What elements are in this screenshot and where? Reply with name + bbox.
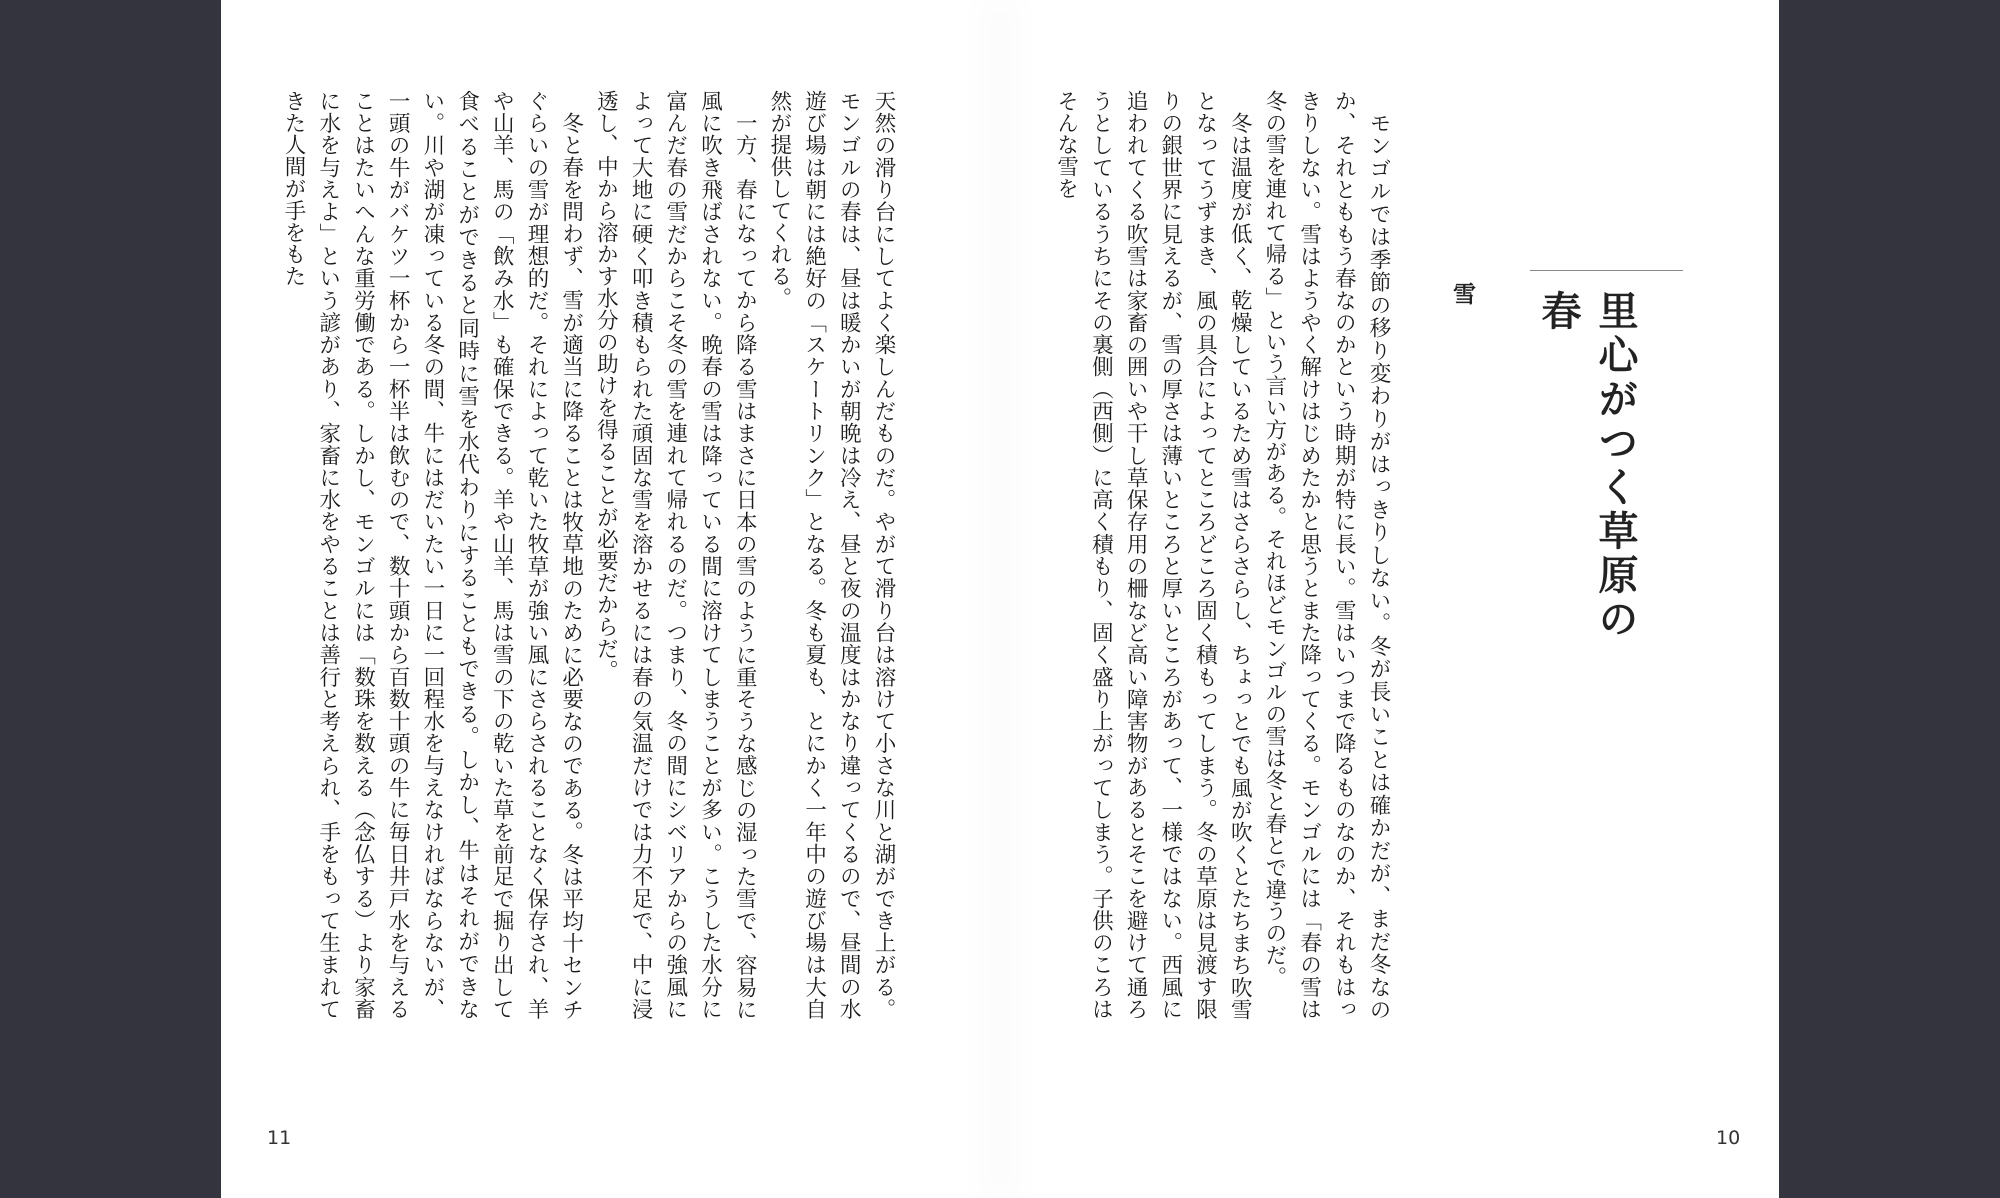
page-number-right: 10 xyxy=(1716,1127,1741,1149)
right-paragraph-1: モンゴルでは季節の移り変わりがはっきりしない。冬が長いことは確かだが、まだ冬なのか、それとももう春なのかという時期が特に長い。雪はいつまで降るものなのか、それもはっきりしない。雪はようやく解けはじめたかと思うとまた降ってくる。モンゴルには「春の雪は冬の雪を連れて帰る」という言い方がある。それほどモンゴルの雪は冬と春とで違うのだ。 xyxy=(1261,90,1391,1020)
right-paragraph-2: 冬は温度が低く、乾燥しているため雪はさらさらし、ちょっとでも風が吹くとたちまち吹雪となってうずまき、風の具合によってところどころ固く積もってしまう。冬の草原は見渡す限りの銀世界に見えるが、雪の厚さは薄いところと厚いところがあって、一様ではない。西風に追われてくる吹雪は家畜の囲いや干し草保存用の柵など高い障害物があるとそこを避けて通ろうとしているうちにその裏側（西側）に高く積もり、固く盛り上がってしまう。子供のころはそんな雪を xyxy=(1053,90,1253,1020)
left-paragraph-2: 一方、春になってから降る雪はまさに日本の雪のように重そうな感じの湿った雪で、容易に風に吹き飛ばされない。晩春の雪は降っている間に溶けてしまうことが多い。こうした水分に富んだ春の雪だからこそ冬の雪を連れて帰れるのだ。つまり、冬の間にシベリアからの強風によって大地に硬く叩き積もられた頑固な雪を溶かせるには春の気温だけでは力不足で、中に浸透し、中から溶かす水分の助けを得ることが必要だからだ。 xyxy=(593,90,758,1020)
left-page-body xyxy=(221,90,900,1020)
book-spread xyxy=(221,0,1779,1198)
left-paragraph-1: 天然の滑り台にしてよく楽しんだものだ。やがて滑り台は溶けて小さな川と湖ができ上がる。モンゴルの春は、昼は暖かいが朝晩は冷え、昼と夜の温度はかなり違ってくるので、昼間の水遊び場は朝には絶好の「スケートリンク」となる。冬も夏も、とにかく一年中の遊び場は大自然が提供してくれる。 xyxy=(766,90,896,1020)
page-number-left: 11 xyxy=(267,1127,292,1149)
chapter-title: 里心がつく草原の春 xyxy=(1535,290,1638,642)
right-page-body xyxy=(1053,90,1395,1020)
left-paragraph-3: 冬と春を問わず、雪が適当に降ることは牧草地のために必要なのである。冬は平均十センチぐらいの雪が理想的だ。それによって乾いた牧草が強い風にさらされることなく保存され、羊や山羊、馬の「飲み水」も確保できる。羊や山羊、馬は雪の下の乾いた草を前足で掘り出して食べることができると同時に雪を水代わりにすることもできる。しかし、牛はそれができない。川や湖が凍っている冬の間、牛にはだいたい一日に一回程水を与えなければならないが、一頭の牛がバケツ一杯から一杯半は飲むので、数十頭から百数十頭の牛に毎日井戸水を与えることはたいへんな重労働である。しかし、モンゴルには「数珠を数える（念仏する）より家畜に水を与えよ」という諺があり、家畜に水をやることは善行と考えられ、手をもって生まれてきた人間が手をもた xyxy=(281,90,584,1020)
section-heading: 雪 xyxy=(1449,282,1475,305)
title-rule xyxy=(1530,270,1683,271)
